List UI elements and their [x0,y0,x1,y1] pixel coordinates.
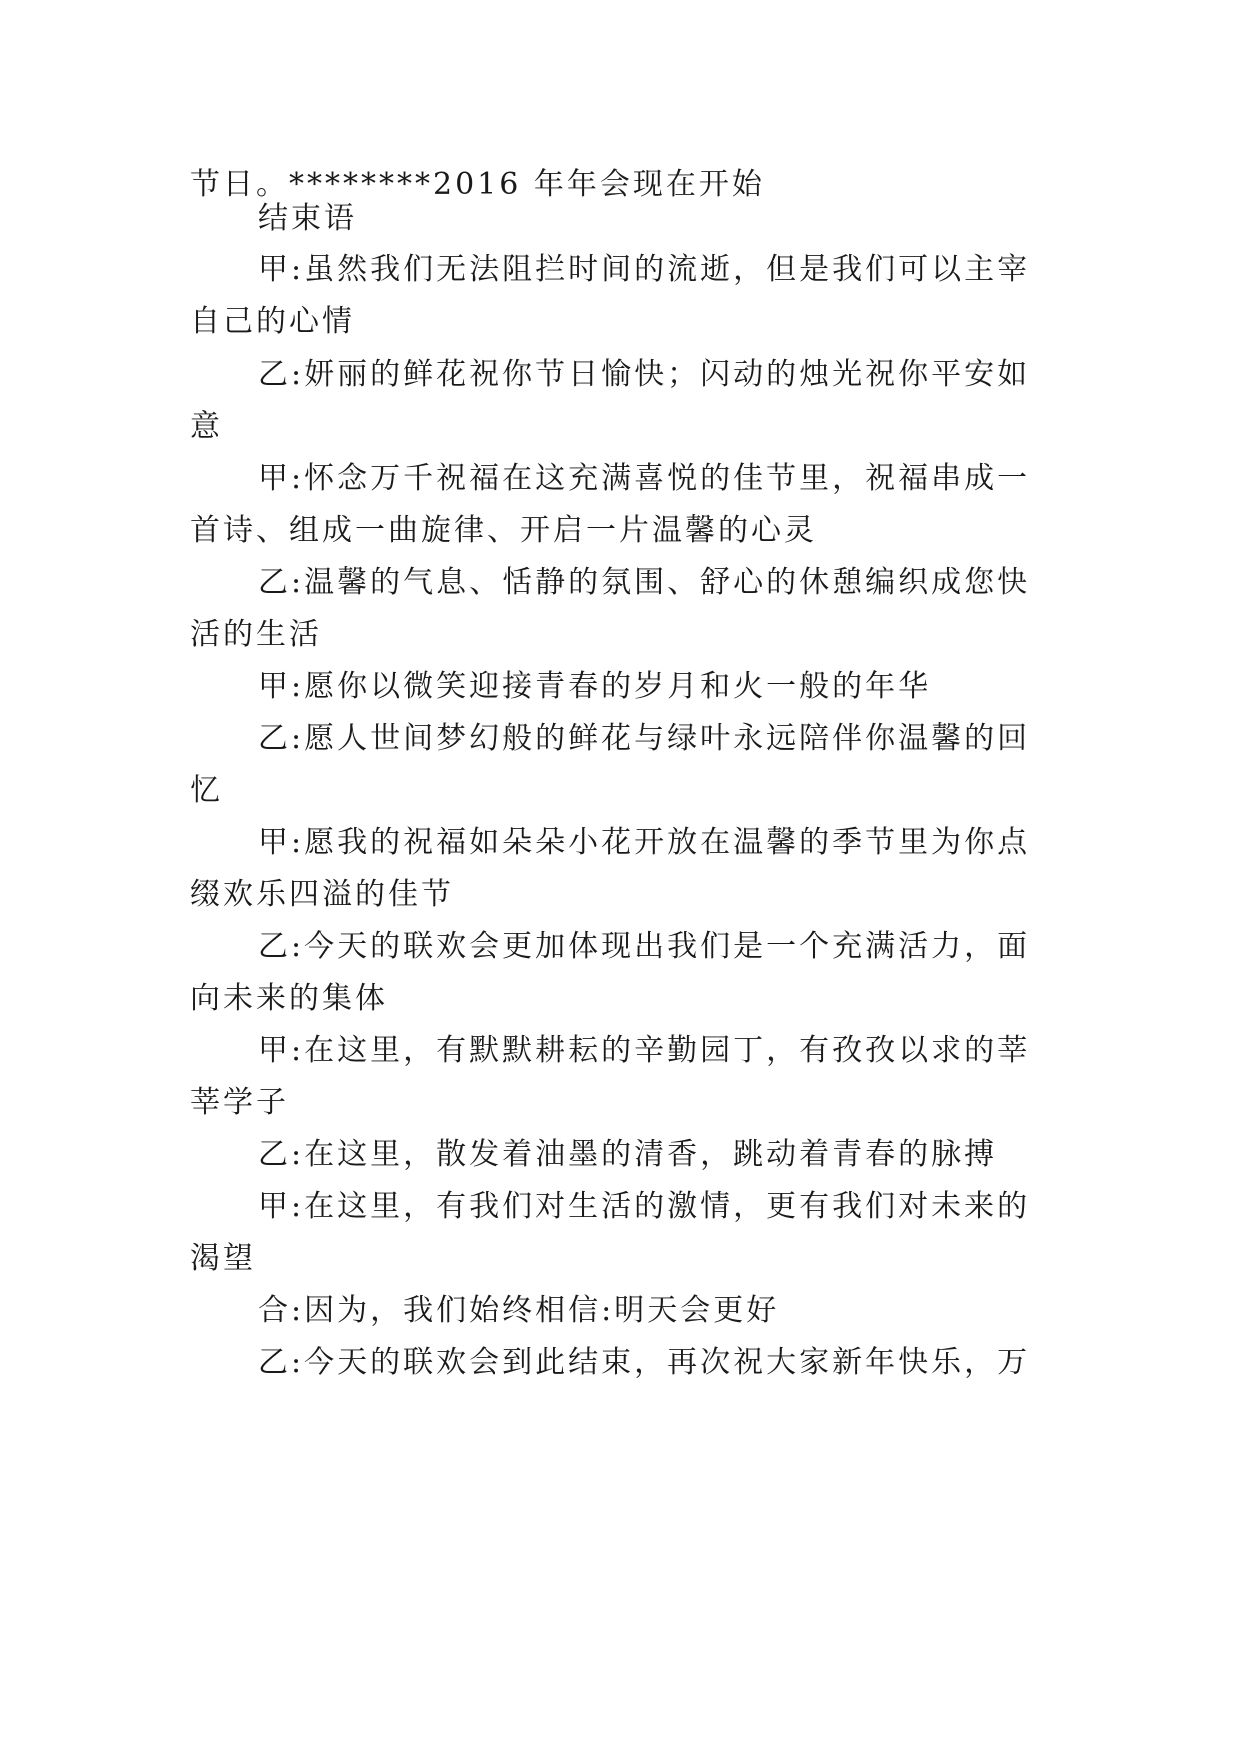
text-line: 缀欢乐四溢的佳节 [190,877,454,912]
text-line: 甲:在这里，有我们对生活的激情，更有我们对未来的 [258,1189,1031,1224]
text-line: 渴望 [190,1241,256,1276]
text-line: 自己的心情 [190,304,355,339]
text-line: 合:因为，我们始终相信:明天会更好 [258,1293,780,1328]
section-heading: 结束语 [258,201,357,236]
text-line: 甲:虽然我们无法阻拦时间的流逝，但是我们可以主宰 [258,252,1031,287]
text-line: 莘学子 [190,1085,289,1120]
text-line: 活的生活 [190,617,322,652]
text-line: 甲:愿你以微笑迎接青春的岁月和火一般的年华 [258,669,932,704]
text-line: 甲:在这里，有默默耕耘的辛勤园丁，有孜孜以求的莘 [258,1033,1031,1068]
text-line: 乙:今天的联欢会更加体现出我们是一个充满活力，面 [258,929,1031,964]
text-line: 甲:愿我的祝福如朵朵小花开放在温馨的季节里为你点 [258,825,1031,860]
text-line: 乙:愿人世间梦幻般的鲜花与绿叶永远陪伴你温馨的回 [258,721,1031,756]
text-line: 向未来的集体 [190,981,388,1016]
text-line: 首诗、组成一曲旋律、开启一片温馨的心灵 [190,513,817,548]
text-line: 节日。********2016 年年会现在开始 [190,167,765,202]
text-line: 意 [190,409,223,444]
text-line: 乙:妍丽的鲜花祝你节日愉快；闪动的烛光祝你平安如 [258,357,1031,392]
text-line: 乙:温馨的气息、恬静的氛围、舒心的休憩编织成您快 [258,565,1031,600]
text-line: 甲:怀念万千祝福在这充满喜悦的佳节里，祝福串成一 [258,461,1031,496]
text-line: 乙:今天的联欢会到此结束，再次祝大家新年快乐，万 [258,1345,1031,1380]
text-line: 忆 [190,773,223,808]
text-line: 乙:在这里，散发着油墨的清香，跳动着青春的脉搏 [258,1137,998,1172]
